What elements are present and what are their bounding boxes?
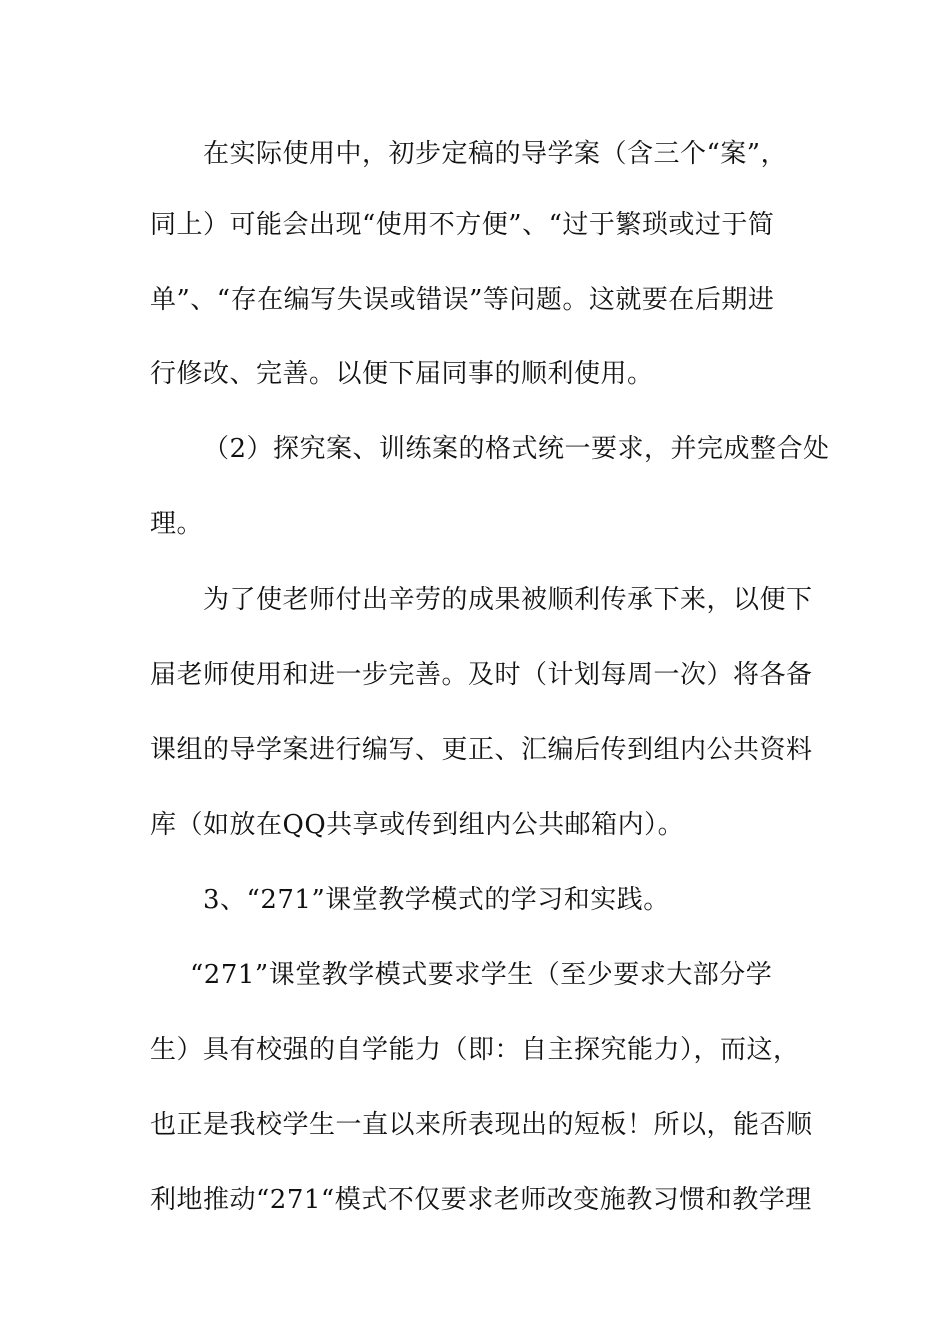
paragraph-1-line-4: 行修改、完善。以便下届同事的顺利使用。	[150, 359, 654, 389]
heading-2-line-2: 理。	[150, 509, 204, 539]
heading-3: 3、“271”课堂教学模式的学习和实践。	[203, 885, 670, 915]
heading-2-line-1: （2）探究案、训练案的格式统一要求，并完成整合处	[203, 434, 830, 464]
paragraph-2-line-2: 届老师使用和进一步完善。及时（计划每周一次）将各备	[150, 660, 813, 690]
paragraph-3-line-2: 生）具有校强的自学能力（即：自主探究能力），而这，	[150, 1035, 800, 1065]
paragraph-3-line-3: 也正是我校学生一直以来所表现出的短板！所以，能否顺	[150, 1110, 813, 1140]
paragraph-1-line-3: 单”、“存在编写失误或错误”等问题。这就要在后期进	[150, 285, 775, 315]
paragraph-2-line-3: 课组的导学案进行编写、更正、汇编后传到组内公共资料	[150, 735, 813, 765]
paragraph-3-line-1: “271”课堂教学模式要求学生（至少要求大部分学	[190, 960, 773, 990]
paragraph-1-line-2: 同上）可能会出现“使用不方便”、“过于繁琐或过于简	[150, 210, 775, 240]
paragraph-2-line-4: 库（如放在QQ共享或传到组内公共邮箱内）。	[150, 810, 685, 840]
paragraph-3-line-4: 利地推动“271“模式不仅要求老师改变施教习惯和教学理	[150, 1185, 812, 1215]
paragraph-1-line-1: 在实际使用中，初步定稿的导学案（含三个“案”，	[203, 139, 788, 169]
paragraph-2-line-1: 为了使老师付出辛劳的成果被顺利传承下来，以便下	[203, 585, 813, 615]
